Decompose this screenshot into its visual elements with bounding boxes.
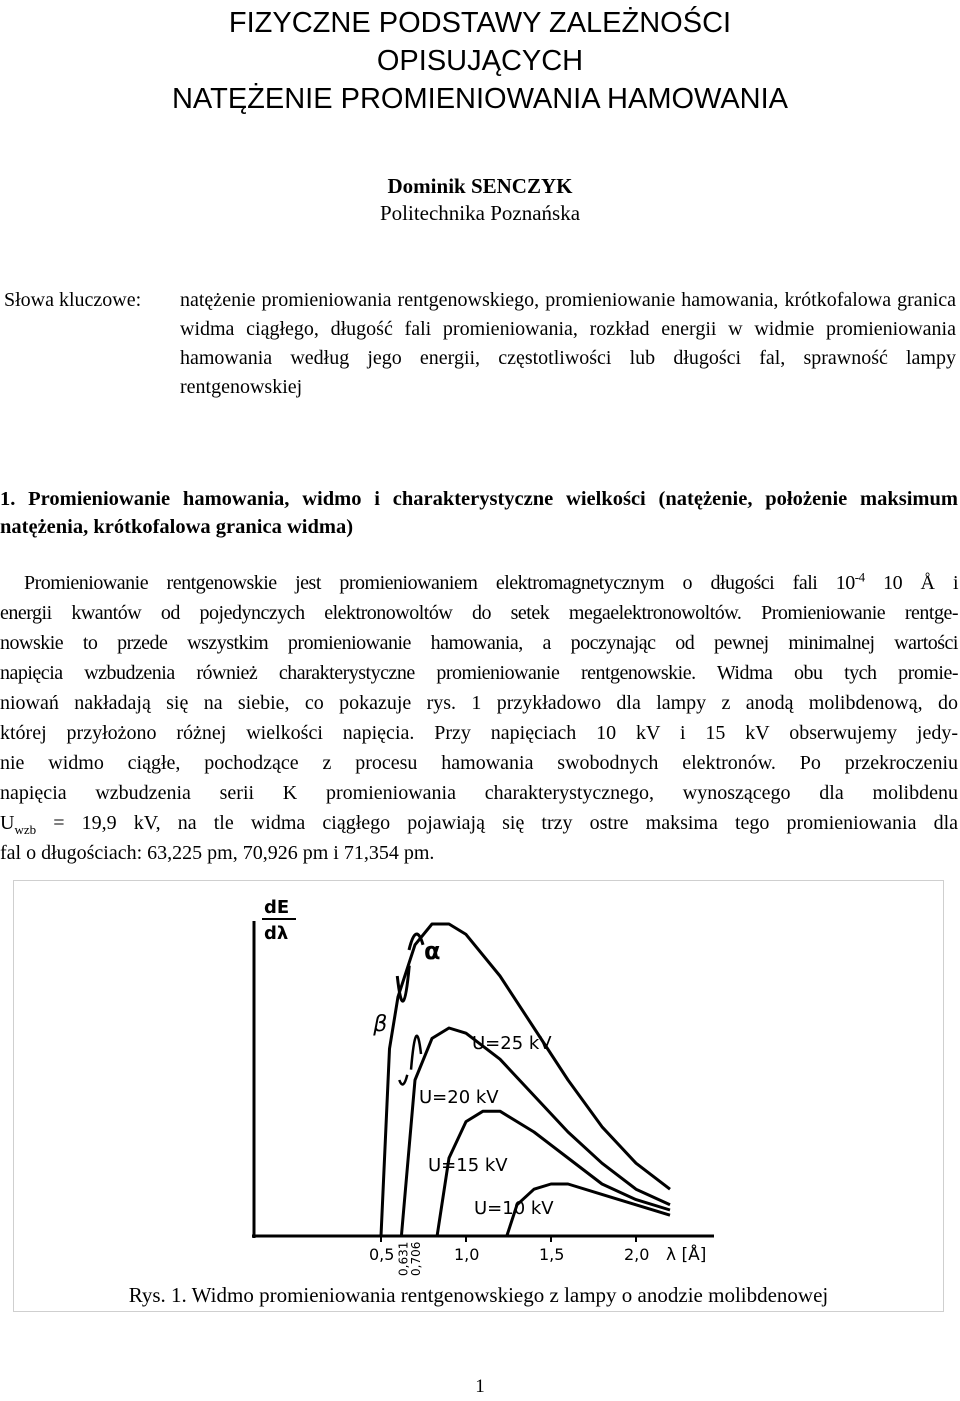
chart-curves <box>381 924 670 1236</box>
title-line-2: OPISUJĄCYCH <box>376 45 584 77</box>
y-label-top: dE <box>264 897 290 918</box>
x-tick-vertical-2: 0,706 <box>409 1241 424 1276</box>
figure-1 <box>13 880 944 1312</box>
x-tick-label-3: 1,5 <box>539 1245 565 1264</box>
curve-label-1: U=25 kV <box>472 1033 552 1054</box>
exponent: -4 <box>854 569 865 585</box>
x-tick-label-2: 1,0 <box>454 1245 480 1264</box>
body-line-10: fal o długościach: 63,225 pm, 70,926 pm i 71,354 pm. <box>0 842 435 864</box>
paper-title <box>0 4 960 118</box>
figure-caption: Rys. 1. Widmo promieniowania rentgenowskiego z lampy o anodzie molibdenowej <box>128 1283 829 1307</box>
body-line-3: nowskie to przede wszystkim promieniowanie hamowania, a poczynając od pewnej minimalnej wartości <box>0 632 958 654</box>
spectrum-curve-1 <box>381 924 670 1236</box>
beta-peak-20kv <box>399 1075 407 1085</box>
author-affiliation: Politechnika Poznańska <box>379 201 581 225</box>
alpha-label: α <box>424 937 441 965</box>
keywords-text: natężenie promieniowania rentgenowskiego, promieniowanie hamowania, krótkofalowa granica widma ciągłego, długość fali promieniowania, rozkład energii w widmie promieniowania hamowania według jego energii, częstotliwości lub długości fal, sprawność lampy rentgenowskiej <box>180 289 956 398</box>
curve-label-4: U=10 kV <box>474 1198 554 1219</box>
body-line-1: Promieniowanie rentgenowskie jest promieniowaniem elektromagnetycznym o długości fali $10^{-4}$ 10 Å i <box>24 569 959 594</box>
body-line-6: której przyłożono różnej wielkości napięcia. Przy napięciach 10 kV i 15 kV obserwujemy jedy- <box>0 722 958 744</box>
curve-label-3: U=15 kV <box>428 1155 508 1176</box>
section-heading: 1. Promieniowanie hamowania, widmo i charakterystyczne wielkości (natężenie, położenie maksimum natężenia, krótkofalowa granica widma) <box>0 488 958 538</box>
body-line-8: napięcia wzbudzenia serii K promieniowania charakterystycznego, wynoszącego dla molibdenu <box>0 782 958 804</box>
keywords-block <box>4 286 956 402</box>
y-label-bottom: dλ <box>264 923 289 944</box>
body-line-5: niowań nakładają się na siebie, co pokazuje rys. 1 przykładowo dla lampy z anodą molibdenową, do <box>0 692 958 714</box>
keywords-label: Słowa kluczowe: <box>4 289 142 311</box>
title-line-1: FIZYCZNE PODSTAWY ZALEŻNOŚCI <box>228 7 732 39</box>
chart-labels <box>262 897 706 1276</box>
x-tick-label-1: 0,5 <box>369 1245 395 1264</box>
alpha-peak-20kv <box>411 1036 421 1070</box>
body-line-2: energii kwantów od pojedynczych elektronowoltów do setek megaelektronowoltów. Promieniowanie rentge- <box>0 602 958 624</box>
spectrum-chart <box>14 881 943 1279</box>
beta-label: β <box>373 1012 388 1037</box>
section-body <box>0 568 958 868</box>
x-axis-label: λ [Å] <box>666 1245 707 1265</box>
page-number: 1 <box>475 1376 485 1397</box>
x-tick-label-4: 2,0 <box>624 1245 650 1264</box>
body-line-7: nie widmo ciągłe, pochodzące z procesu hamowania swobodnych elektronów. Po przekroczeniu <box>0 752 958 774</box>
x-tick-vertical-1: 0,631 <box>396 1241 411 1276</box>
body-line-9: $U_{wzb} = 19,9$ kV, na tle widma ciągłego pojawiają się trzy ostre maksima tego promieniowania dla <box>0 812 959 837</box>
curve-label-2: U=20 kV <box>419 1087 499 1108</box>
title-line-3: NATĘŻENIE PROMIENIOWANIA HAMOWANIA <box>171 83 789 115</box>
author-name: Dominik SENCZYK <box>387 174 573 198</box>
body-line-4: napięcia wzbudzenia również charakterystyczne promieniowanie rentgenowskie. Widma obu tych promie- <box>0 662 958 684</box>
